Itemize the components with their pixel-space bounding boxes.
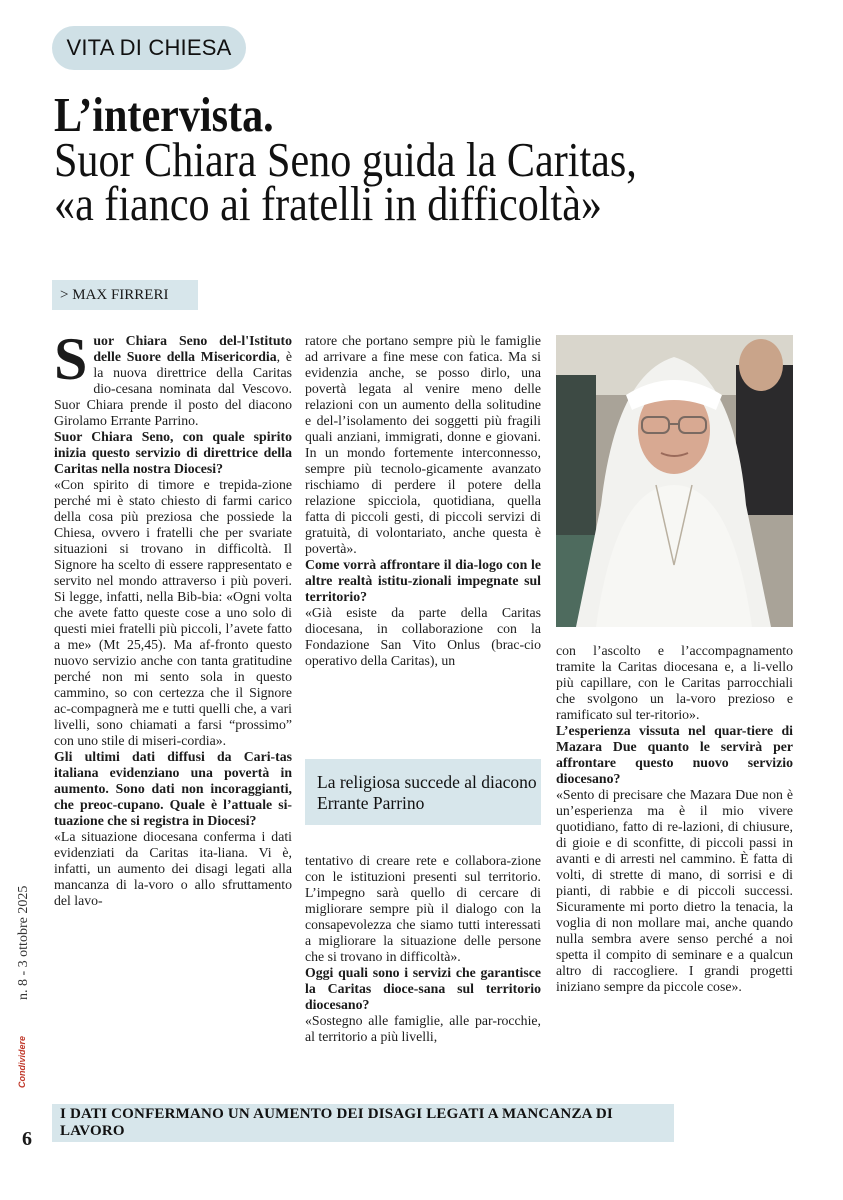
section-label: VITA DI CHIESA	[66, 35, 232, 60]
interview-question: uor Chiara Seno del-l'Istituto delle Suore della Misericordia	[93, 333, 292, 364]
section-tag	[52, 26, 246, 70]
nun-portrait-photo	[556, 335, 793, 627]
page-number: 6	[22, 1128, 32, 1150]
column-1-text	[54, 326, 292, 909]
issue-date: n. 8 - 3 ottobre 2025	[16, 885, 31, 1000]
headline-line-3: «a fianco ai fratelli in difficoltà»	[54, 176, 602, 231]
paragraph-text: , è la nuova direttrice della Caritas dio-cesana nominata dal Vescovo. Suor Chiara prende il posto del diacono Girolamo Errante Parrino.	[54, 349, 292, 428]
pull-quote	[305, 759, 541, 825]
paragraph-text: «Già esiste da parte della Caritas diocesana, in collaborazione con la Fondazione San Vito Onlus (brac-cio operativo della Caritas), un	[305, 605, 541, 668]
paragraph-text: ratore che portano sempre più le famiglie ad arrivare a fine mese con fatica. Ma si evidenzia anche, se posso dirlo, una povertà legata al venire meno delle relazioni con un aumento della solitudine e del-l’isolamento dei soggetti più fragili quali anziani, immigrati, donne e giovani. In un mondo fortemente interconnesso, sempre più tecnolo-gicamente avanzato rischiamo di perdere il potere della relazione spicciola, quotidiana, quella fatta di piccoli gesti, di piccoli servizi di gratuità, di volontariato, anche questa è povertà».	[305, 333, 541, 556]
headline	[54, 87, 794, 231]
paragraph-text: tentativo di creare rete e collabora-zione con le istituzioni presenti sul territorio. L’impegno sarà quello di cercare di migliorare sempre più il dialogo con la consapevolezza che siamo tutti interessati a migliorare la situazione delle persone che si trovano in difficoltà».	[305, 853, 541, 964]
pull-quote-text: La religiosa succede al diacono Errante Parrino	[317, 772, 537, 813]
column-2b-text	[305, 853, 541, 1045]
byline	[52, 280, 198, 310]
publication-logo: Condividere	[17, 1035, 27, 1088]
article-column-2	[305, 333, 541, 669]
paragraph-text: «Con spirito di timore e trepida-zione perché mi è stato chiesto di farmi carico della cosa più preziosa che possiede la Chiesa, ovvero i fratelli che per svariate situazioni si trovano in difficoltà. Il Signore ha scelto di essere rappresentato e servito nel mondo attraverso i più poveri. Si legge, infatti, nella Bib-bia: «Ogni volta che avete fatto queste cose a uno solo di questi miei fratelli più piccoli, l’avete fatto a me» (Mt 25,45). Ma af-fronto questo nuovo servizio anche con tanta gratitudine perché non mi sento sola in questo cammino, so con certezza che il Signore ac-compagnerà me e tutti quelli che, a vari livelli, sono chiamati a farsi “prossimo” con uno stile di miseri-cordia».	[54, 477, 292, 748]
interview-question: Suor Chiara Seno, con quale spirito inizia questo servizio di direttrice della Caritas nella nostra Diocesi?	[54, 429, 292, 476]
footer-banner	[52, 1104, 674, 1142]
footer-banner-text: I DATI CONFERMANO UN AUMENTO DEI DISAGI LEGATI A MANCANZA DI LAVORO	[60, 1106, 613, 1139]
article-column-1	[54, 326, 292, 909]
paragraph-text: con l’ascolto e l’accompagnamento tramite la Caritas diocesana e, a li-vello più capillare, con le Caritas parrocchiali che svolgono un la-voro prezioso e ramificato sul ter-ritorio».	[556, 643, 793, 722]
paragraph-text: «La situazione diocesana conferma i dati evidenziati da Caritas ita-liana. Vi è, infatti, un aumento dei disagi legati alla mancanza di la-voro o allo sfruttamento del lavo-	[54, 829, 292, 908]
paragraph-text: «Sostegno alle famiglie, alle par-rocchie, al territorio a più livelli,	[305, 1013, 541, 1044]
article-column-2-continued	[305, 853, 541, 1045]
paragraph-text: «Sento di precisare che Mazara Due non è un’esperienza ma è il mio vivere quotidiano, fatto di re-lazioni, di chiusure, di gioie e di sconfitte, di piccoli passi in avanti e di arresti nel cammino. È fatta di volti, di strette di mano, di sorrisi e di pianti, di rabbie e di piccoli successi. Sicuramente mi porto dietro la tenacia, la voglia di non mollare mai, anche quando nulla sembra avere senso perché a noi spetta il compito di seminare e a qualcun altro di raccogliere. I grandi progetti iniziano sempre da piccole cose».	[556, 787, 793, 994]
drop-cap: S	[54, 326, 88, 392]
article-column-3	[556, 643, 793, 995]
column-2-text	[305, 333, 541, 669]
interview-question: L’esperienza vissuta nel quar-tiere di Mazara Due quanto le servirà per affrontare questo nuovo servizio diocesano?	[556, 723, 793, 786]
headline-line-1: L’intervista.	[54, 87, 274, 142]
interview-question: Oggi quali sono i servizi che garantisce la Caritas dioce-sana sul territorio diocesano?	[305, 965, 541, 1012]
column-3-text	[556, 643, 793, 995]
headline-line-2: Suor Chiara Seno guida la Caritas,	[54, 132, 637, 187]
interview-question: Gli ultimi dati diffusi da Cari-tas italiana evidenziano una povertà in aumento. Sono dati non incoraggianti, che preoc-cupano. Quale è l’attuale si-tuazione che si registra in Diocesi?	[54, 749, 292, 828]
portrait-illustration	[556, 335, 793, 627]
interview-question: Come vorrà affrontare il dia-logo con le altre realtà istitu-zionali impegnate sul territorio?	[305, 557, 541, 604]
author-name: > MAX FIRRERI	[60, 286, 169, 303]
